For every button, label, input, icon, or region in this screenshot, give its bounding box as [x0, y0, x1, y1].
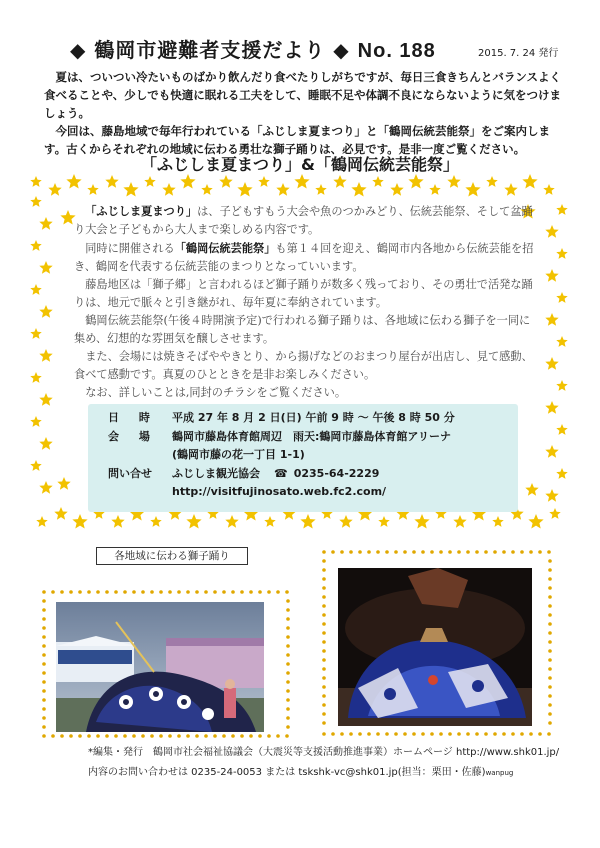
frame-dot — [322, 721, 326, 725]
star-icon — [39, 261, 52, 274]
frame-dot — [322, 694, 326, 698]
frame-dot — [42, 644, 46, 648]
frame-dot — [403, 550, 407, 554]
frame-dot — [322, 732, 326, 736]
lion-dance-photo-image — [338, 568, 532, 726]
star-icon — [144, 176, 155, 187]
star-icon — [30, 372, 41, 383]
frame-dot — [168, 734, 172, 738]
frame-dot — [42, 680, 46, 684]
star-icon — [339, 515, 352, 528]
frame-dot — [412, 732, 416, 736]
frame-dot — [548, 703, 552, 707]
frame-dot — [340, 550, 344, 554]
venue-row — [108, 428, 518, 447]
frame-dot — [222, 734, 226, 738]
frame-dot — [322, 577, 326, 581]
frame-dot — [286, 608, 290, 612]
frame-dot — [340, 732, 344, 736]
frame-dot — [322, 676, 326, 680]
star-icon — [30, 328, 41, 339]
frame-dot — [529, 732, 533, 736]
frame-dot — [286, 644, 290, 648]
star-icon — [447, 175, 460, 188]
frame-dot — [249, 734, 253, 738]
frame-dot — [331, 732, 335, 736]
frame-dot — [78, 590, 82, 594]
star-icon — [54, 507, 67, 520]
frame-dot — [548, 667, 552, 671]
lion-dance-photo-night — [338, 568, 532, 726]
star-icon — [556, 468, 567, 479]
frame-dot — [349, 732, 353, 736]
frame-dot — [60, 734, 64, 738]
star-icon — [545, 313, 558, 326]
star-icon — [429, 184, 440, 195]
frame-dot — [394, 550, 398, 554]
frame-dot — [42, 698, 46, 702]
frame-dot — [466, 732, 470, 736]
frame-dot — [286, 662, 290, 666]
star-icon — [315, 184, 326, 195]
frame-dot — [42, 608, 46, 612]
frame-dot — [87, 590, 91, 594]
star-icon — [545, 357, 558, 370]
intro-text — [44, 68, 562, 158]
frame-dot — [548, 685, 552, 689]
lion-dance-photo-outdoor — [56, 602, 264, 732]
star-icon — [372, 176, 383, 187]
frame-dot — [141, 734, 145, 738]
frame-dot — [439, 732, 443, 736]
star-icon — [300, 514, 315, 529]
star-icon — [264, 516, 275, 527]
frame-dot — [132, 734, 136, 738]
intro-paragraph: 夏は、ついつい冷たいものばかり飲んだり食べたりしがちですが、毎日三食きちんとバランスよく食べることや、少しでも快適に眠れる工夫をして、睡眠不足や体調不良にならないように気をつけましょう。 — [44, 70, 562, 120]
frame-dot — [322, 640, 326, 644]
frame-dot — [286, 680, 290, 684]
frame-dot — [448, 732, 452, 736]
star-icon — [39, 393, 52, 406]
frame-dot — [42, 590, 46, 594]
frame-dot — [114, 734, 118, 738]
footer-contact: 内容のお問い合わせは 0235-24-0053 または tskshk-vc@shk01.jp(担当：栗田・佐藤)wanpug — [88, 767, 514, 778]
star-icon — [556, 336, 567, 347]
frame-dot — [322, 658, 326, 662]
frame-dot — [177, 734, 181, 738]
frame-dot — [78, 734, 82, 738]
frame-dot — [430, 550, 434, 554]
star-icon — [504, 183, 517, 196]
frame-dot — [511, 550, 515, 554]
frame-dot — [484, 550, 488, 554]
frame-dot — [51, 590, 55, 594]
frame-dot — [475, 550, 479, 554]
frame-dot — [60, 590, 64, 594]
frame-dot — [349, 550, 353, 554]
frame-dot — [204, 734, 208, 738]
star-icon — [556, 204, 567, 215]
frame-dot — [430, 732, 434, 736]
frame-dot — [222, 590, 226, 594]
star-icon — [390, 183, 403, 196]
frame-dot — [421, 550, 425, 554]
star-icon — [72, 514, 87, 529]
star-icon — [39, 305, 52, 318]
frame-dot — [484, 732, 488, 736]
frame-dot — [276, 590, 280, 594]
star-icon — [150, 516, 161, 527]
star-icon — [39, 437, 52, 450]
frame-dot — [286, 716, 290, 720]
star-icon — [162, 183, 175, 196]
star-icon — [549, 508, 560, 519]
lion-dance-photo-image — [56, 602, 264, 732]
frame-dot — [286, 698, 290, 702]
frame-dot — [42, 635, 46, 639]
frame-dot — [69, 590, 73, 594]
frame-dot — [195, 590, 199, 594]
frame-dot — [159, 590, 163, 594]
frame-dot — [213, 734, 217, 738]
venue-address: (鶴岡市藤の花一丁目 1-1) — [172, 448, 305, 461]
star-icon — [408, 174, 423, 189]
star-icon — [545, 489, 558, 502]
issue-number: No. 188 — [357, 40, 436, 62]
frame-dot — [240, 590, 244, 594]
frame-dot — [204, 590, 208, 594]
star-icon — [543, 184, 554, 195]
contact-row — [108, 465, 518, 484]
frame-dot — [159, 734, 163, 738]
frame-dot — [548, 613, 552, 617]
star-icon — [201, 184, 212, 195]
venue-value: 鶴岡市藤島体育館周辺 雨天:鶴岡市藤島体育館アリーナ — [172, 429, 451, 443]
frame-dot — [150, 734, 154, 738]
star-icon — [545, 445, 558, 458]
frame-dot — [466, 550, 470, 554]
star-icon — [333, 175, 346, 188]
frame-dot — [376, 550, 380, 554]
star-icon — [545, 269, 558, 282]
star-icon — [528, 514, 543, 529]
frame-dot — [548, 595, 552, 599]
star-icon — [545, 225, 558, 238]
frame-dot — [240, 734, 244, 738]
photo-caption: 各地域に伝わる獅子踊り — [96, 547, 248, 565]
frame-dot — [448, 550, 452, 554]
frame-dot — [177, 590, 181, 594]
frame-dot — [457, 550, 461, 554]
star-icon — [525, 483, 538, 496]
phone-icon: ☎ — [274, 466, 288, 480]
star-icon — [39, 217, 52, 230]
frame-dot — [286, 707, 290, 711]
frame-dot — [322, 559, 326, 563]
frame-dot — [493, 732, 497, 736]
frame-dot — [538, 550, 542, 554]
frame-dot — [548, 640, 552, 644]
star-icon — [556, 292, 567, 303]
star-icon — [39, 349, 52, 362]
frame-dot — [42, 671, 46, 675]
frame-dot — [529, 550, 533, 554]
star-icon — [237, 182, 252, 197]
frame-dot — [538, 732, 542, 736]
frame-dot — [42, 617, 46, 621]
frame-dot — [96, 590, 100, 594]
frame-dot — [258, 590, 262, 594]
star-icon — [57, 477, 70, 490]
frame-dot — [42, 734, 46, 738]
frame-dot — [123, 590, 127, 594]
frame-dot — [548, 649, 552, 653]
frame-dot — [141, 590, 145, 594]
frame-dot — [548, 604, 552, 608]
venue-label: 会 場 — [108, 429, 158, 443]
star-icon — [30, 176, 41, 187]
star-icon — [486, 176, 497, 187]
frame-dot — [403, 732, 407, 736]
frame-dot — [267, 734, 271, 738]
star-icon — [180, 174, 195, 189]
frame-dot — [520, 550, 524, 554]
frame-dot — [548, 721, 552, 725]
star-icon — [30, 196, 41, 207]
star-icon — [39, 481, 52, 494]
frame-dot — [322, 550, 326, 554]
frame-dot — [457, 732, 461, 736]
frame-dot — [520, 732, 524, 736]
frame-dot — [285, 734, 289, 738]
frame-dot — [548, 568, 552, 572]
star-icon — [186, 514, 201, 529]
frame-dot — [547, 550, 551, 554]
event-description: 「ふじしま夏まつり」は、子どもすもう大会や魚のつかみどり、伝統芸能祭、そして盆踊り大会と子どもから大人まで楽しめる内容です。 同時に開催される「鶴岡伝統芸能祭」も第１４回を迎え、鶴岡市内各地から伝統芸能を招き、鶴岡を代表する伝統芸能のまつりとなっていいます。 藤島地区は「獅子郷」と言われるほど獅子踊りが数多く残っており、その勇壮で活発な踊りは、地元で脈々と引き継がれ、毎年夏に奉納されています。 鶴岡伝統芸能祭(午後４時開演予定)で行われる獅子踊りは、各地域に伝わる獅子を一同に集め、幻想的な雰囲気を醸しさせます。 また、会場には焼きそばややきとり、から揚げなどのおまつり屋台が出店し、見て感動、食べて感動です。真夏のひとときを是非お楽しみください。 なお、詳しいことは,同封のチラシをご覧ください。 — [74, 204, 534, 399]
frame-dot — [87, 734, 91, 738]
frame-dot — [286, 725, 290, 729]
frame-dot — [285, 590, 289, 594]
frame-dot — [322, 712, 326, 716]
frame-dot — [267, 590, 271, 594]
frame-dot — [322, 568, 326, 572]
frame-dot — [376, 732, 380, 736]
star-icon — [123, 182, 138, 197]
date-row — [108, 409, 518, 428]
frame-dot — [213, 590, 217, 594]
star-icon — [48, 183, 61, 196]
newsletter-title: ◆ 鶴岡市避難者支援だより ◆ No. 188 — [70, 38, 436, 62]
frame-dot — [548, 586, 552, 590]
frame-dot — [322, 604, 326, 608]
date-label: 日 時 — [108, 411, 158, 424]
frame-dot — [548, 658, 552, 662]
frame-dot — [168, 590, 172, 594]
frame-dot — [367, 550, 371, 554]
issue-date: 2015. 7. 24 発行 — [478, 48, 559, 59]
star-icon — [556, 248, 567, 259]
star-icon — [30, 284, 41, 295]
frame-dot — [42, 662, 46, 666]
frame-dot — [286, 635, 290, 639]
contact-label: 問い合せ — [108, 466, 152, 480]
star-icon — [492, 516, 503, 527]
frame-dot — [358, 732, 362, 736]
star-icon — [351, 182, 366, 197]
frame-dot — [42, 725, 46, 729]
star-icon — [276, 183, 289, 196]
frame-dot — [42, 653, 46, 657]
star-icon — [225, 515, 238, 528]
frame-dot — [547, 732, 551, 736]
star-icon — [87, 184, 98, 195]
frame-dot — [42, 689, 46, 693]
star-icon — [258, 176, 269, 187]
star-icon — [30, 240, 41, 251]
star-icon — [545, 401, 558, 414]
star-icon — [556, 380, 567, 391]
frame-dot — [548, 676, 552, 680]
star-icon — [30, 460, 41, 471]
frame-dot — [322, 667, 326, 671]
star-icon — [105, 175, 118, 188]
frame-dot — [502, 732, 506, 736]
frame-dot — [286, 689, 290, 693]
star-icon — [453, 515, 466, 528]
frame-dot — [331, 550, 335, 554]
frame-dot — [412, 550, 416, 554]
frame-dot — [394, 732, 398, 736]
frame-dot — [132, 590, 136, 594]
star-icon — [219, 175, 232, 188]
date-value: 平成 27 年 8 月 2 日(日) 午前 9 時 ～ 午後 8 時 50 分 — [172, 411, 455, 424]
frame-dot — [322, 649, 326, 653]
star-icon — [522, 174, 537, 189]
frame-dot — [249, 590, 253, 594]
star-icon — [414, 514, 429, 529]
frame-dot — [548, 712, 552, 716]
frame-dot — [114, 590, 118, 594]
frame-dot — [322, 595, 326, 599]
frame-dot — [322, 631, 326, 635]
frame-dot — [439, 550, 443, 554]
contact-org: ふじしま観光協会 — [172, 466, 260, 480]
footer-credit: wanpug — [485, 769, 514, 777]
event-name: 「鶴岡伝統芸能祭」 — [174, 241, 276, 255]
frame-dot — [42, 716, 46, 720]
footer — [88, 743, 588, 783]
frame-dot — [548, 577, 552, 581]
frame-dot — [186, 590, 190, 594]
frame-dot — [502, 550, 506, 554]
star-icon — [66, 174, 81, 189]
frame-dot — [42, 707, 46, 711]
section-title: 「ふじしま夏まつり」&「鶴岡伝統芸能祭」 — [141, 155, 459, 174]
frame-dot — [367, 732, 371, 736]
frame-dot — [231, 590, 235, 594]
frame-dot — [286, 653, 290, 657]
frame-dot — [123, 734, 127, 738]
frame-dot — [385, 550, 389, 554]
frame-dot — [322, 586, 326, 590]
frame-dot — [231, 734, 235, 738]
frame-dot — [42, 626, 46, 630]
frame-dot — [286, 599, 290, 603]
event-name: 「ふじしま夏まつり」 — [85, 204, 198, 218]
frame-dot — [548, 559, 552, 563]
frame-dot — [258, 734, 262, 738]
frame-dot — [276, 734, 280, 738]
frame-dot — [42, 599, 46, 603]
frame-dot — [286, 617, 290, 621]
contact-url[interactable]: http://visitfujinosato.web.fc2.com/ — [172, 485, 387, 498]
frame-dot — [548, 622, 552, 626]
frame-dot — [51, 734, 55, 738]
frame-dot — [105, 590, 109, 594]
frame-dot — [286, 671, 290, 675]
frame-dot — [385, 732, 389, 736]
star-icon — [36, 516, 47, 527]
frame-dot — [186, 734, 190, 738]
frame-dot — [286, 626, 290, 630]
frame-dot — [475, 732, 479, 736]
star-icon — [465, 182, 480, 197]
star-icon — [556, 424, 567, 435]
contact-phone: 0235-64-2229 — [293, 466, 380, 480]
frame-dot — [493, 550, 497, 554]
frame-dot — [322, 613, 326, 617]
star-icon — [294, 174, 309, 189]
frame-dot — [548, 631, 552, 635]
intro-paragraph: 今回は、藤島地域で毎年行われている「ふじしま夏まつり」と「鶴岡伝統芸能祭」をご案内します。古くからそれぞれの地域に伝わる勇壮な獅子踊りは、必見です。是非一度ご覧ください。 — [44, 124, 550, 156]
star-icon — [378, 516, 389, 527]
frame-dot — [105, 734, 109, 738]
event-info — [108, 409, 518, 502]
frame-dot — [358, 550, 362, 554]
frame-dot — [195, 734, 199, 738]
star-icon — [111, 515, 124, 528]
frame-dot — [96, 734, 100, 738]
frame-dot — [322, 622, 326, 626]
frame-dot — [322, 703, 326, 707]
frame-dot — [421, 732, 425, 736]
frame-dot — [150, 590, 154, 594]
star-icon — [30, 416, 41, 427]
frame-dot — [69, 734, 73, 738]
frame-dot — [511, 732, 515, 736]
frame-dot — [548, 694, 552, 698]
footer-publisher: *編集・発行 鶴岡市社会福祉協議会（大震災等支援活動推進事業）ホームページ http://www.shk01.jp/ — [88, 747, 560, 758]
frame-dot — [322, 685, 326, 689]
